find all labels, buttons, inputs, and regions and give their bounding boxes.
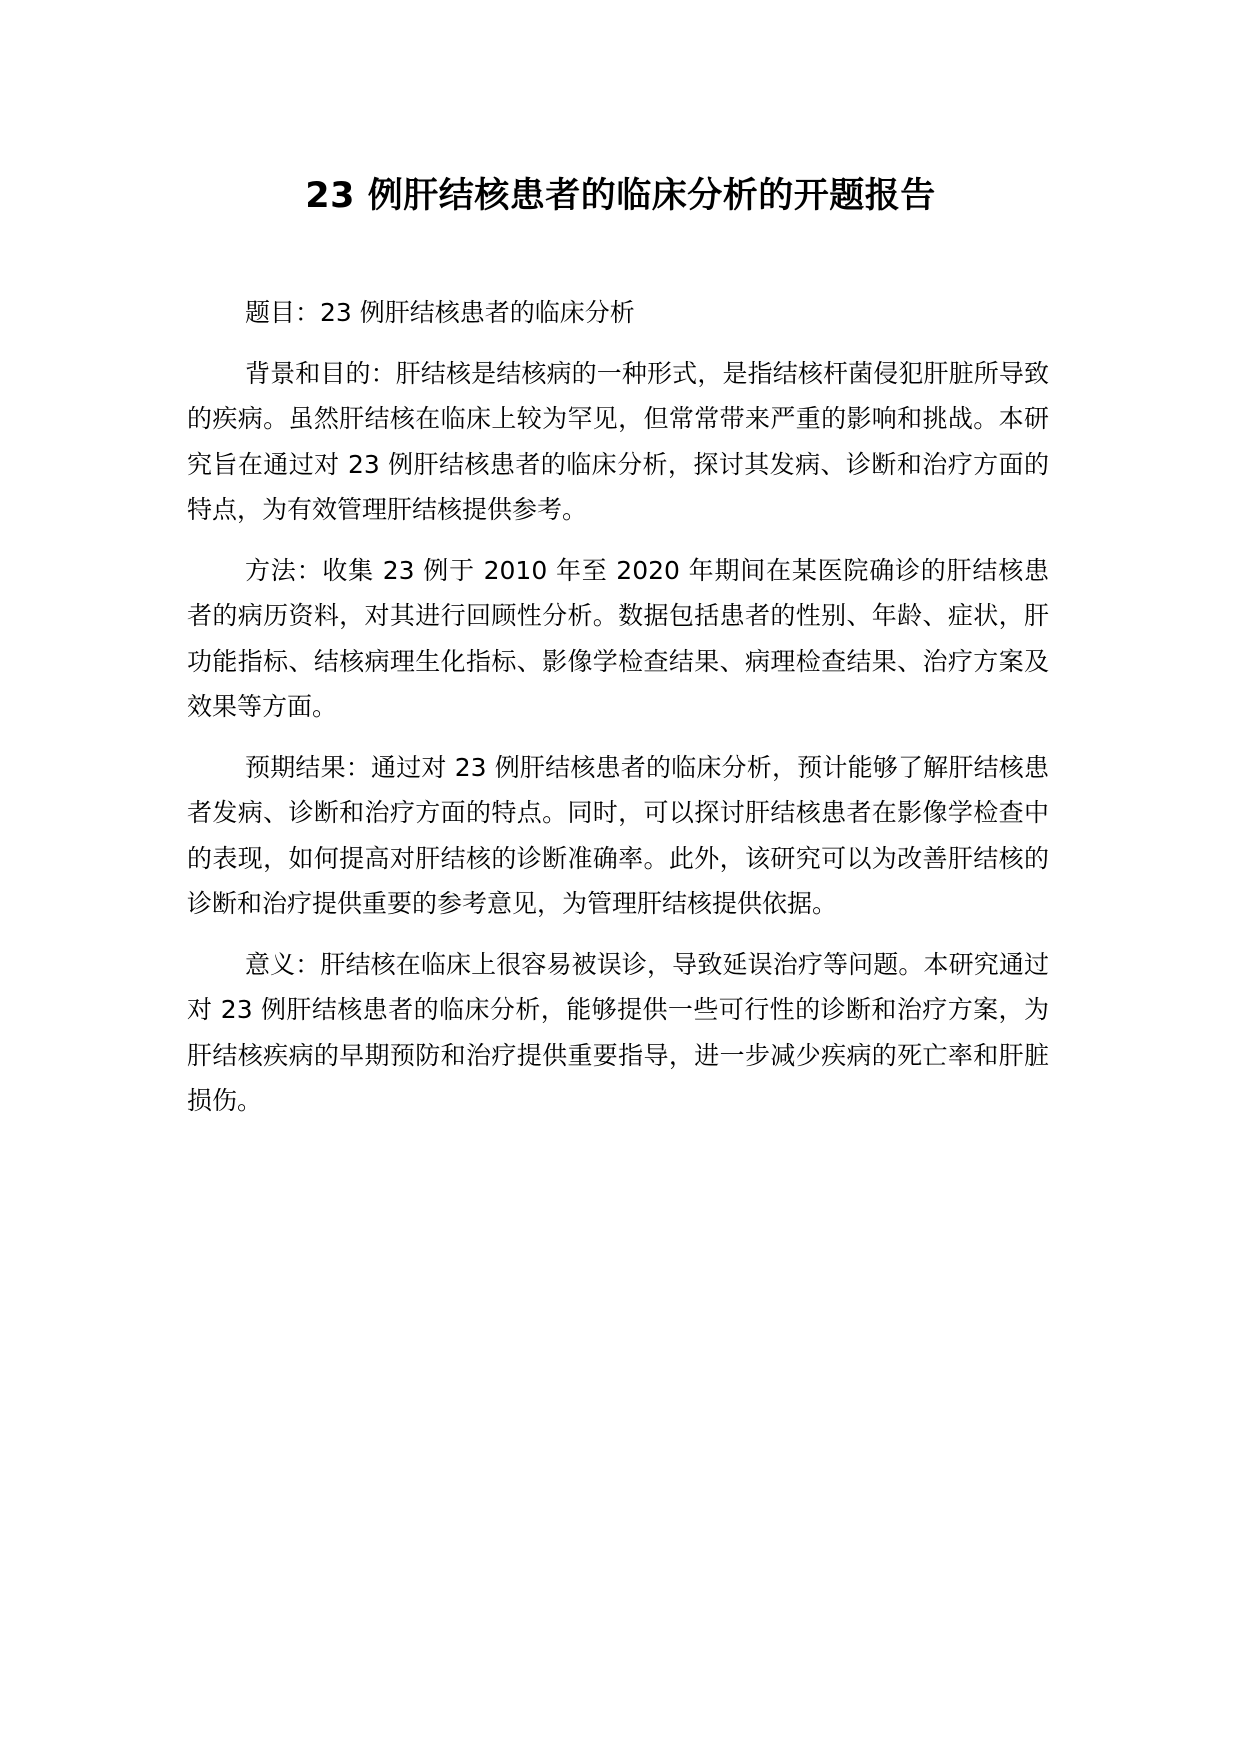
paragraph-background: 背景和目的：肝结核是结核病的一种形式，是指结核杆菌侵犯肝脏所导致的疾病。虽然肝结核在临床上较为罕见，但常常带来严重的影响和挑战。本研究旨在通过对 23 例肝结核患者的临床分析，探讨其发病、诊断和治疗方面的特点，为有效管理肝结核提供参考。 — [187, 358, 1049, 524]
paragraph-expected-results: 预期结果：通过对 23 例肝结核患者的临床分析，预计能够了解肝结核患者发病、诊断和治疗方面的特点。同时，可以探讨肝结核患者在影像学检查中的表现，如何提高对肝结核的诊断准确率。此外，该研究可以为改善肝结核的诊断和治疗提供重要的参考意见，为管理肝结核提供依据。 — [187, 752, 1049, 918]
paragraph-topic: 题目：23 例肝结核患者的临床分析 — [245, 298, 635, 327]
paragraph-methods: 方法：收集 23 例于 2010 年至 2020 年期间在某医院确诊的肝结核患者的病历资料，对其进行回顾性分析。数据包括患者的性别、年龄、症状，肝功能指标、结核病理生化指标、影像学检查结果、病理检查结果、治疗方案及效果等方面。 — [187, 555, 1049, 721]
paragraph-significance: 意义：肝结核在临床上很容易被误诊，导致延误治疗等问题。本研究通过对 23 例肝结核患者的临床分析，能够提供一些可行性的诊断和治疗方案，为肝结核疾病的早期预防和治疗提供重要指导，进一步减少疾病的死亡率和肝脏损伤。 — [187, 949, 1049, 1115]
document-body — [187, 290, 1049, 1139]
document-title: 23 例肝结核患者的临床分析的开题报告 — [305, 176, 936, 216]
